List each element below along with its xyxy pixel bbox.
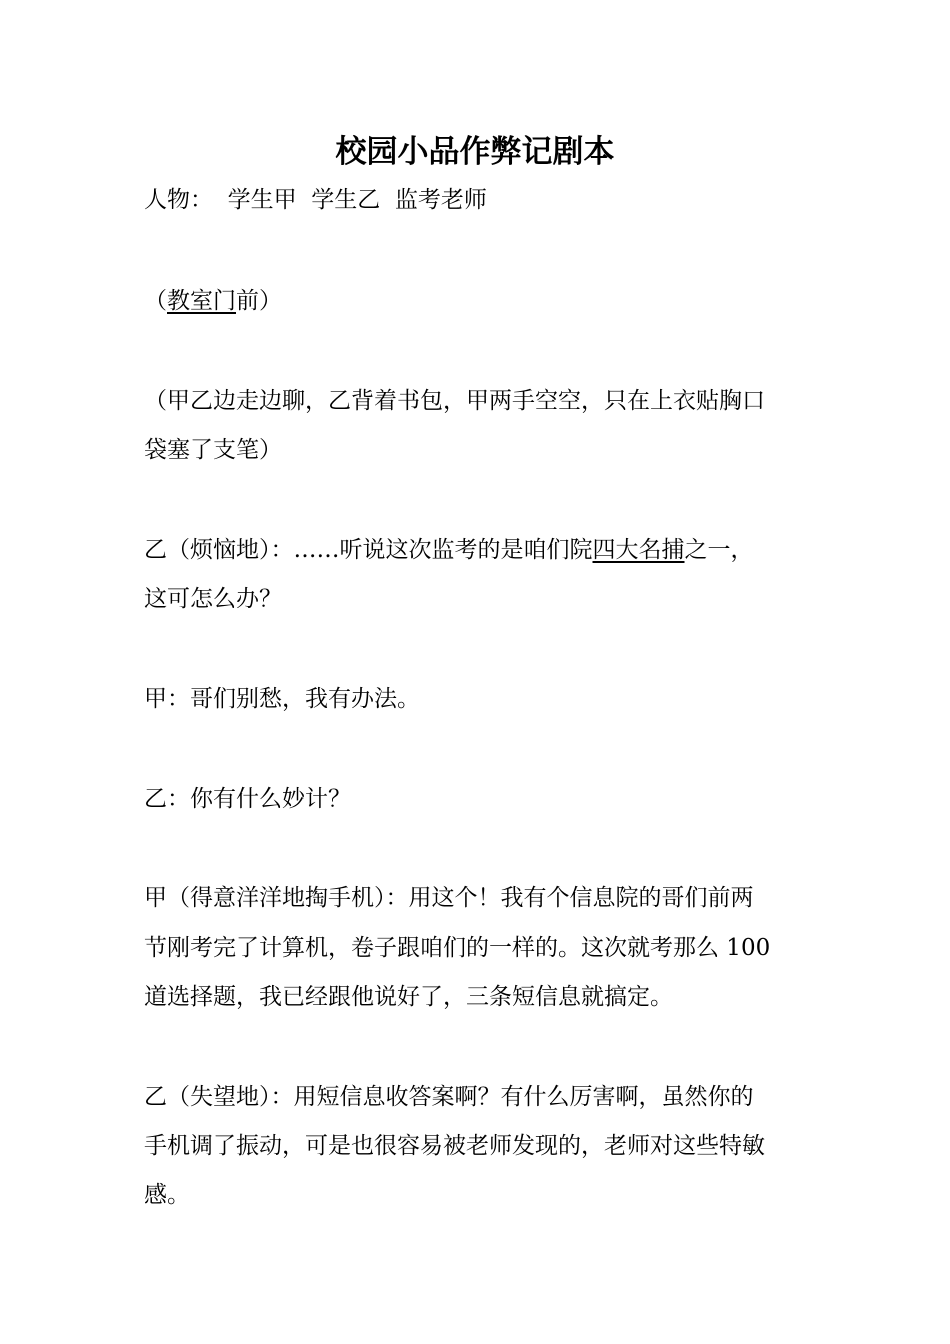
scene-place: 教室门 xyxy=(167,288,236,314)
dialogue-text: 之一， xyxy=(684,537,754,563)
scene-open-paren: （ xyxy=(144,288,167,314)
dialogue-line: 甲（得意洋洋地掏手机）：用这个！我有个信息院的哥们前两 xyxy=(144,885,754,911)
scene-close-paren: 前） xyxy=(236,288,282,314)
underlined-term: 四大名捕 xyxy=(592,537,685,563)
dialogue-text: 乙（烦恼地）：……听说这次监考的是咱们院 xyxy=(144,537,593,563)
stage-direction-line: 袋塞了支笔） xyxy=(144,437,282,463)
dialogue-line: 道选择题，我已经跟他说好了，三条短信息就搞定。 xyxy=(144,984,673,1010)
scene-heading xyxy=(144,277,824,326)
dialogue-line: 甲：哥们别愁，我有办法。 xyxy=(144,686,420,712)
stage-direction-line: （甲乙边走边聊，乙背着书包，甲两手空空，只在上衣贴胸口 xyxy=(144,388,765,414)
dialogue-line: 手机调了振动，可是也很容易被老师发现的，老师对这些特敏 xyxy=(144,1133,765,1159)
dialogue-line: 这可怎么办？ xyxy=(144,586,282,612)
dialogue-line: 感。 xyxy=(144,1182,190,1208)
document-title: 校园小品作弊记剧本 xyxy=(335,134,615,170)
dialogue-line: 乙（失望地）：用短信息收答案啊？有什么厉害啊，虽然你的 xyxy=(144,1084,754,1110)
dialogue-line: 节刚考完了计算机，卷子跟咱们的一样的。这次就考那么 100 xyxy=(144,935,771,961)
characters-line: 人物： 学生甲 学生乙 监考老师 xyxy=(144,187,487,213)
dialogue-line xyxy=(144,526,824,575)
dialogue-line: 乙：你有什么妙计？ xyxy=(144,786,351,812)
